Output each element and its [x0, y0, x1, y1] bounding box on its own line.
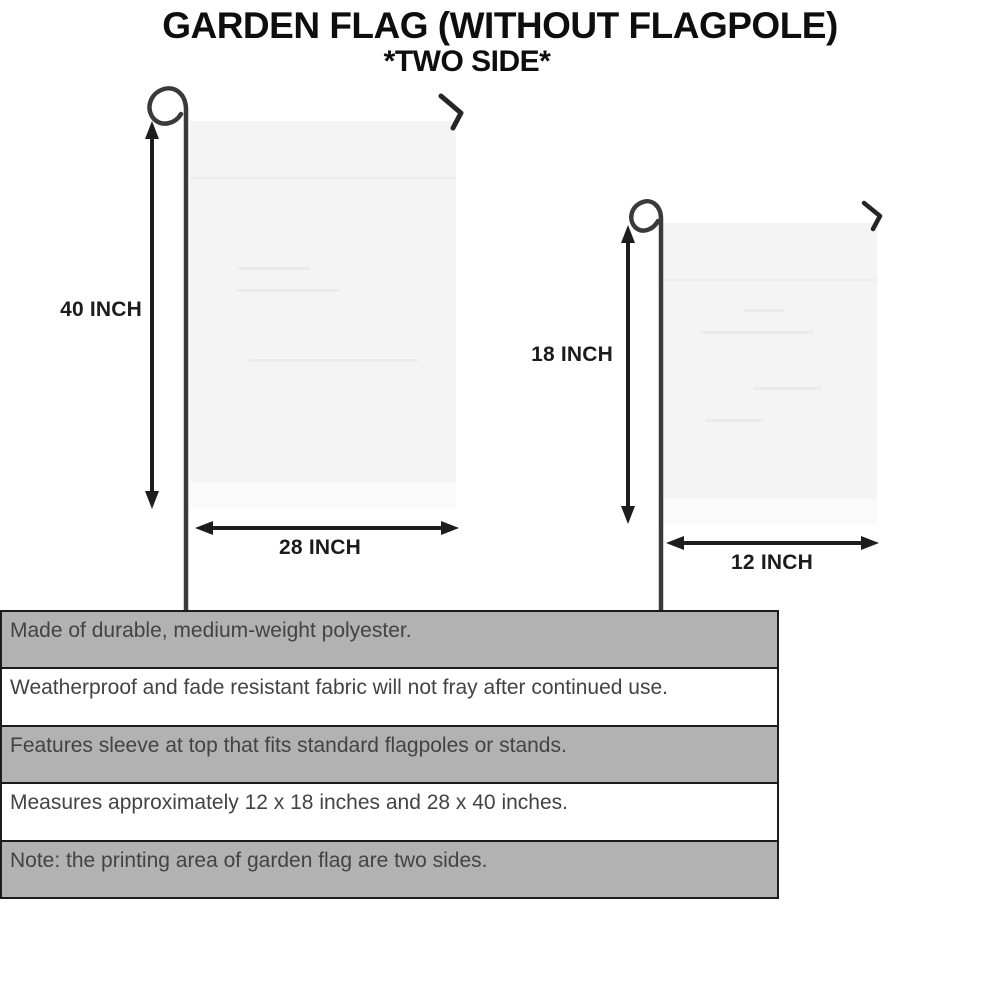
fabric-fold-line — [248, 359, 418, 362]
large-flagpole-icon — [149, 88, 186, 612]
large-flag-hem — [190, 482, 456, 508]
title-line2: *TWO SIDE* — [383, 44, 551, 78]
large-flag-width-arrow — [195, 521, 459, 535]
feature-table — [0, 610, 779, 899]
feature-text: Features sleeve at top that fits standard flagpoles or stands. — [10, 733, 567, 757]
large-flag-sleeve-seam — [190, 177, 456, 179]
fabric-fold-line — [238, 267, 310, 270]
small-flag-width-label: 12 INCH — [731, 551, 813, 574]
small-flag-hem — [663, 499, 877, 525]
small-flag-width-arrow — [666, 536, 879, 550]
page-title — [0, 6, 1000, 77]
fabric-fold-line — [705, 419, 763, 422]
small-flag-height-arrow — [621, 225, 635, 524]
title-line1: GARDEN FLAG (WITHOUT FLAGPOLE) — [162, 5, 838, 46]
fabric-fold-line — [743, 309, 785, 312]
small-flag-fabric — [663, 223, 877, 525]
feature-row — [2, 612, 777, 667]
feature-row — [2, 782, 777, 839]
large-flag-height-label: 40 INCH — [60, 298, 142, 321]
fabric-fold-line — [236, 289, 340, 292]
large-flag-width-label: 28 INCH — [279, 536, 361, 559]
feature-row — [2, 667, 777, 724]
feature-text: Note: the printing area of garden flag are two sides. — [10, 848, 488, 872]
small-flag-height-label: 18 INCH — [531, 343, 613, 366]
small-flag-sleeve-seam — [663, 279, 877, 281]
fabric-fold-line — [701, 331, 813, 334]
feature-text: Weatherproof and fade resistant fabric will not fray after continued use. — [10, 676, 668, 700]
feature-row — [2, 725, 777, 782]
large-flag-height-arrow — [145, 121, 159, 509]
feature-text: Made of durable, medium-weight polyester. — [10, 619, 412, 642]
feature-row — [2, 840, 777, 897]
feature-text: Measures approximately 12 x 18 inches and 28 x 40 inches. — [10, 791, 568, 815]
fabric-fold-line — [753, 387, 821, 390]
small-flagpole-icon — [631, 201, 661, 612]
large-flag-fabric — [190, 121, 456, 508]
